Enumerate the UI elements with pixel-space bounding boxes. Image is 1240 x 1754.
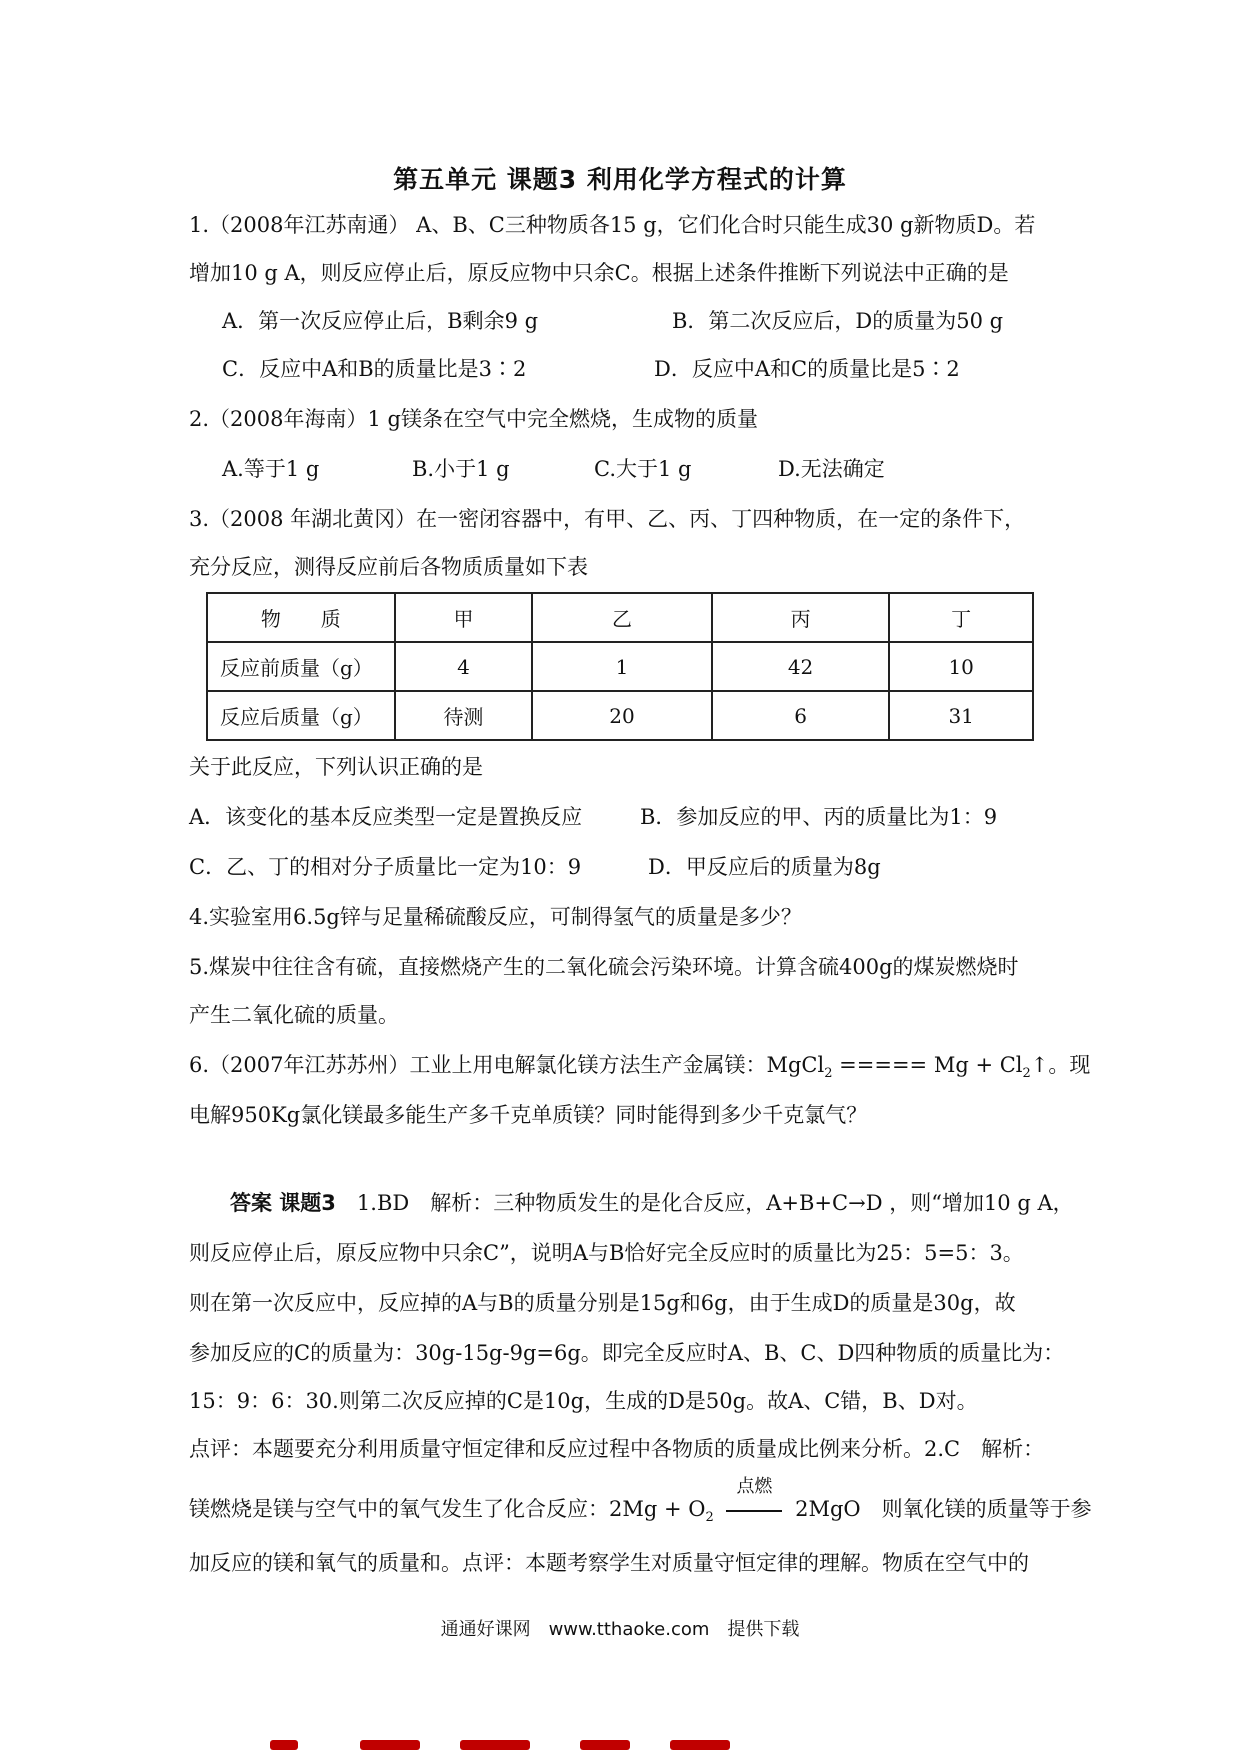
q4-line1: 4.实验室用6.5g锌与足量稀硫酸反应，可制得氢气的质量是多少？ [189, 905, 802, 929]
q3-prompt: 关于此反应，下列认识正确的是 [189, 755, 483, 779]
table-header-cell: 甲 [395, 593, 533, 642]
red-stamp-fragment [270, 1738, 740, 1754]
q2-option-b: B.小于1 g [412, 457, 510, 481]
table-cell: 反应后质量（g） [207, 691, 395, 740]
subscript: 2 [705, 1510, 714, 1526]
q1-option-c: C．反应中A和B的质量比是3∶2 [222, 357, 527, 381]
q2-line1: 2.（2008年海南）1 g镁条在空气中完全燃烧，生成物的质量 [189, 407, 758, 431]
answer-line5: 15：9：6：30.则第二次反应掉的C是10g，生成的D是50g。故A、C错，B、D对。 [189, 1389, 978, 1413]
mass-table [206, 592, 1034, 741]
q2-option-d: D.无法确定 [778, 457, 885, 481]
q5-line1: 5.煤炭中往往含有硫，直接燃烧产生的二氧化硫会污染环境。计算含硫400g的煤炭燃烧时 [189, 955, 1019, 979]
q2-option-c: C.大于1 g [594, 457, 692, 481]
table-cell: 31 [889, 691, 1033, 740]
answer-line7-post: 2MgO 则氧化镁的质量等于参 [788, 1497, 1092, 1521]
answer-line7 [189, 1476, 1092, 1533]
page-title: 第五单元 课题3 利用化学方程式的计算 [393, 165, 847, 194]
subscript: 2 [1022, 1066, 1031, 1082]
page-footer: 通通好课网 www.tthaoke.com 提供下载 [440, 1619, 800, 1640]
table-header-cell: 丁 [889, 593, 1033, 642]
table-header-cell: 丙 [712, 593, 890, 642]
reaction-condition [720, 1476, 788, 1524]
answer-line7-pre: 镁燃烧是镁与空气中的氧气发生了化合反应：2Mg + O [189, 1497, 706, 1521]
answer-line8: 加反应的镁和氧气的质量和。点评：本题考察学生对质量守恒定律的理解。物质在空气中的 [189, 1551, 1029, 1575]
subscript: 2 [824, 1066, 833, 1082]
table-header-cell: 物 质 [207, 593, 395, 642]
table-cell: 4 [395, 642, 533, 691]
q5-line2: 产生二氧化硫的质量。 [189, 1003, 399, 1027]
table-cell: 10 [889, 642, 1033, 691]
reaction-arrow-bar [726, 1510, 782, 1512]
q3-option-c: C．乙、丁的相对分子质量比一定为10：9 [189, 855, 582, 879]
q1-line2: 增加10 g A，则反应停止后，原反应物中只余C。根据上述条件推断下列说法中正确的是 [189, 261, 1009, 285]
table-header-row [207, 593, 1033, 642]
table-row [207, 691, 1033, 740]
q6-line1-pre: 6.（2007年江苏苏州）工业上用电解氯化镁方法生产金属镁：MgCl [189, 1053, 825, 1077]
answer-line1-rest: 1.BD 解析：三种物质发生的是化合反应，A+B+C→D ，则“增加10 g A， [335, 1191, 1074, 1215]
q1-option-a: A．第一次反应停止后，B剩余9 g [222, 309, 539, 333]
reaction-condition-label: 点燃 [736, 1476, 773, 1497]
answer-line6: 点评：本题要充分利用质量守恒定律和反应过程中各物质的质量成比例来分析。2.C 解析： [189, 1437, 1045, 1461]
table-cell: 1 [532, 642, 712, 691]
q3-option-d: D．甲反应后的质量为8g [648, 855, 881, 879]
q6-line1-mid: ===== Mg + Cl [832, 1053, 1023, 1077]
table-row [207, 642, 1033, 691]
table-cell: 待测 [395, 691, 533, 740]
table-cell: 反应前质量（g） [207, 642, 395, 691]
table-header-cell: 乙 [532, 593, 712, 642]
table-cell: 6 [712, 691, 890, 740]
table-cell: 42 [712, 642, 890, 691]
q1-option-b: B．第二次反应后，D的质量为50 g [672, 309, 1004, 333]
answer-line2: 则反应停止后，原反应物中只余C”，说明A与B恰好完全反应时的质量比为25：5=5：3。 [189, 1241, 1024, 1265]
answer-line4: 参加反应的C的质量为：30g-15g-9g=6g。即完全反应时A、B、C、D四种物质的质量比为： [189, 1341, 1065, 1365]
answer-line3: 则在第一次反应中，反应掉的A与B的质量分别是15g和6g，由于生成D的质量是30g，故 [189, 1291, 1016, 1315]
q3-line2: 充分反应，测得反应前后各物质质量如下表 [189, 555, 588, 579]
q3-option-a: A．该变化的基本反应类型一定是置换反应 [189, 805, 583, 829]
table-cell: 20 [532, 691, 712, 740]
answer-line1 [230, 1188, 1074, 1218]
q3-option-b: B．参加反应的甲、丙的质量比为1：9 [640, 805, 998, 829]
q1-option-d: D．反应中A和C的质量比是5∶2 [654, 357, 960, 381]
q3-line1: 3.（2008 年湖北黄冈）在一密闭容器中，有甲、乙、丙、丁四种物质，在一定的条件下， [189, 507, 1026, 531]
q6-line1-post: ↑。现 [1030, 1053, 1091, 1077]
q1-line1: 1.（2008年江苏南通） A、B、C三种物质各15 g，它们化合时只能生成30 g新物质D。若 [189, 213, 1036, 237]
q2-option-a: A.等于1 g [222, 457, 320, 481]
answer-heading: 答案 课题3 [230, 1191, 336, 1215]
q6-line1 [189, 1050, 1090, 1089]
q6-line2: 电解950Kg氯化镁最多能生产多千克单质镁？同时能得到多少千克氯气？ [189, 1103, 868, 1127]
